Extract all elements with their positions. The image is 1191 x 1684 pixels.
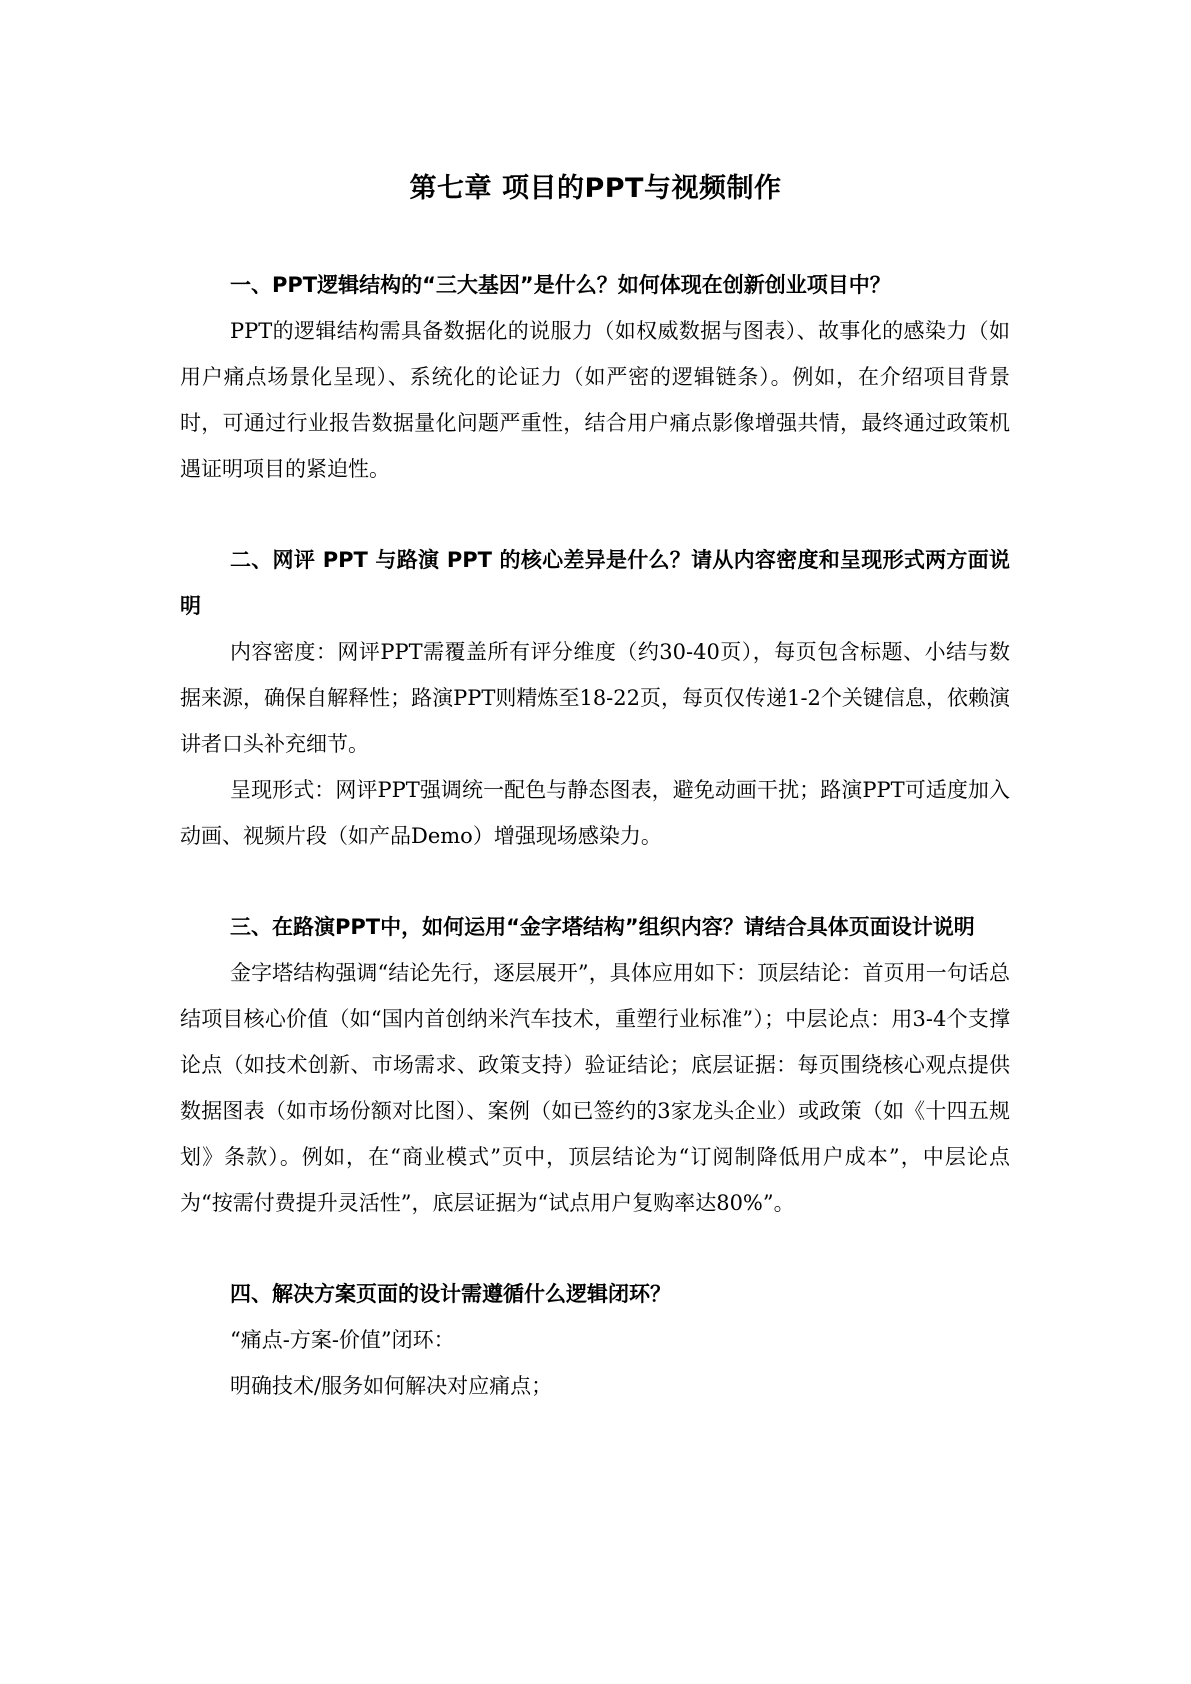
section-1-paragraph-1: PPT的逻辑结构需具备数据化的说服力（如权威数据与图表）、故事化的感染力（如用户痛点场景化呈现）、系统化的论证力（如严密的逻辑链条）。例如，在介绍项目背景时，可通过行业报告数据量化问题严重性，结合用户痛点影像增强共情，最终通过政策机遇证明项目的紧迫性。 xyxy=(180,319,1010,481)
document-body xyxy=(180,262,1010,1409)
section-4-paragraph-1: “痛点-方案-价值”闭环： xyxy=(230,1328,455,1352)
section-2 xyxy=(180,537,1010,859)
section-4 xyxy=(180,1271,1010,1409)
chapter-title: 第七章 项目的PPT与视频制作 xyxy=(409,173,782,205)
section-3-question: 三、在路演PPT中，如何运用“金字塔结构”组织内容？请结合具体页面设计说明 xyxy=(230,915,975,939)
section-2-paragraph-2: 呈现形式：网评PPT强调统一配色与静态图表，避免动画干扰；路演PPT可适度加入动画、视频片段（如产品Demo）增强现场感染力。 xyxy=(180,778,1010,848)
section-4-question: 四、解决方案页面的设计需遵循什么逻辑闭环？ xyxy=(230,1282,671,1306)
section-2-question: 二、网评 PPT 与路演 PPT 的核心差异是什么？请从内容密度和呈现形式两方面说明 xyxy=(180,548,1010,618)
section-3 xyxy=(180,904,1010,1226)
section-1 xyxy=(180,262,1010,492)
section-1-question: 一、PPT逻辑结构的“三大基因”是什么？如何体现在创新创业项目中？ xyxy=(230,273,891,297)
section-2-paragraph-1: 内容密度：网评PPT需覆盖所有评分维度（约30-40页），每页包含标题、小结与数据来源，确保自解释性；路演PPT则精炼至18-22页，每页仅传递1-2个关键信息，依赖演讲者口头补充细节。 xyxy=(180,640,1010,756)
section-3-paragraph-1: 金字塔结构强调“结论先行，逐层展开”，具体应用如下：顶层结论：首页用一句话总结项目核心价值（如“国内首创纳米汽车技术，重塑行业标准”）；中层论点：用3-4个支撑论点（如技术创新、市场需求、政策支持）验证结论；底层证据：每页围绕核心观点提供数据图表（如市场份额对比图）、案例（如已签约的3家龙头企业）或政策（如《十四五规划》条款）。例如，在“商业模式”页中，顶层结论为“订阅制降低用户成本”，中层论点为“按需付费提升灵活性”，底层证据为“试点用户复购率达80%”。 xyxy=(180,961,1010,1215)
section-4-paragraph-2: 明确技术/服务如何解决对应痛点； xyxy=(230,1374,553,1398)
